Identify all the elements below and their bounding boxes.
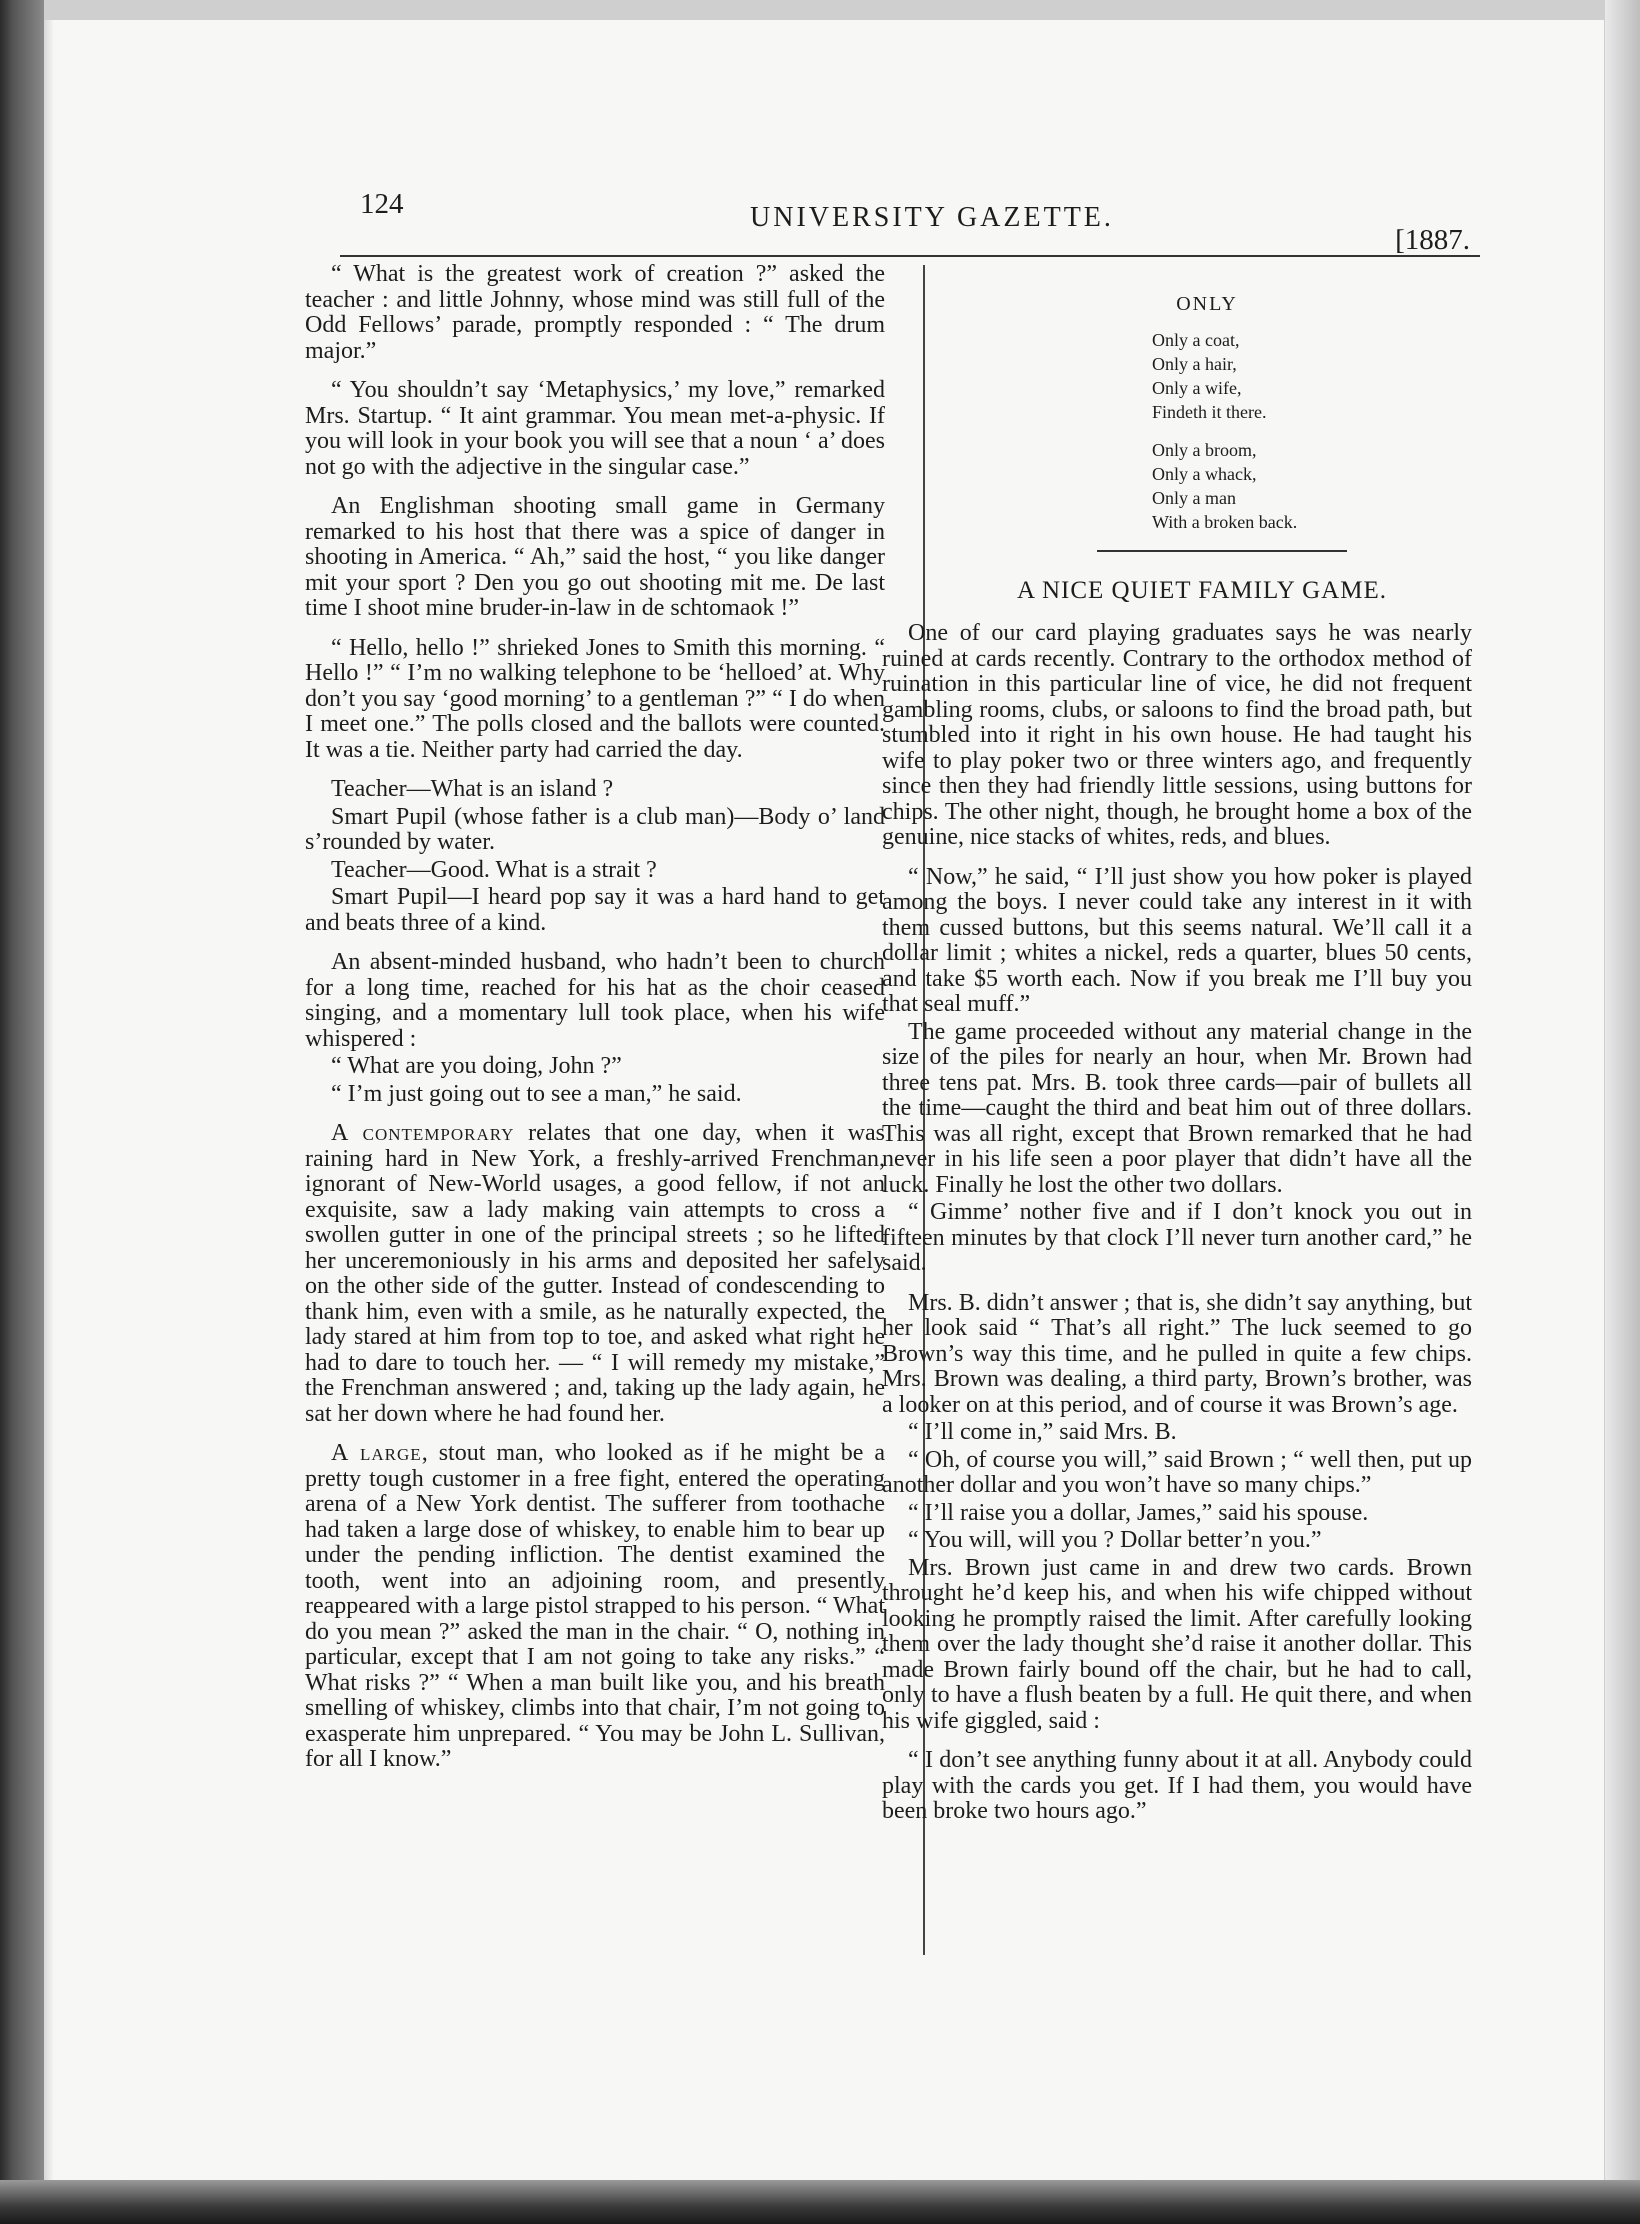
poem-line: Findeth it there. xyxy=(1152,401,1267,422)
dialogue-line: Smart Pupil—I heard pop say it was a hard hand to get and beats three of a kind. xyxy=(305,884,885,936)
paragraph: Mrs. B. didn’t answer ; that is, she didn’t say anything, but her look said “ That’s all right.” The luck seemed to go Brown’s way this time, and he pulled in quite a few chips. Mrs. Brown was dealing, a third party, Brown’s brother, was a looker on at this period, and of course it was Brown’s age. xyxy=(882,1289,1472,1418)
running-header xyxy=(340,182,1480,256)
poem-line: Only a hair, xyxy=(1152,353,1237,374)
lead-in: A large xyxy=(331,1440,422,1466)
dialogue-line: “ What are you doing, John ?” xyxy=(331,1053,622,1079)
poem-line: Only a whack, xyxy=(1152,463,1257,484)
header-year: [1887. xyxy=(1395,224,1470,256)
dialogue-line: Teacher—Good. What is a strait ? xyxy=(331,856,657,883)
header-rule xyxy=(340,255,1480,257)
dialogue-line: “ I’ll raise you a dollar, James,” said his spouse. xyxy=(908,1499,1369,1526)
scan-bottom-edge xyxy=(0,2180,1640,2224)
paragraph: “ I don’t see anything funny about it at all. Anybody could play with the cards you get. If I had them, you would have been broke two hours ago.” xyxy=(882,1747,1472,1824)
dialogue-line: Smart Pupil (whose father is a club man)—Body o’ land s’rounded by water. xyxy=(305,803,885,855)
poem-line: Only a wife, xyxy=(1152,377,1242,398)
poem-stanza xyxy=(1152,438,1472,534)
scan-binding-shadow xyxy=(0,0,44,2224)
poem-title: ONLY xyxy=(1176,293,1238,315)
lead-in: A contemporary xyxy=(331,1120,515,1146)
paragraph: “ You shouldn’t say ‘Metaphysics,’ my love,” remarked Mrs. Startup. “ It aint grammar. You mean met-a-physic. If you will look in your book you will see that a noun ‘ a’ does not go with the adjective in the singular case.” xyxy=(305,377,885,480)
page-fold xyxy=(44,20,54,2180)
paragraph-body: relates that one day, when it was raining hard in New York, a freshly-arrived Frenchman, ignorant of New-World usages, a good fellow, if not an exquisite, saw a lady making vain attempts to cross a swollen gutter in one of the principal streets ; so he lifted her unceremoniously in his arms and deposited her safely on the other side of the gutter. Instead of condescending to thank him, even with a smile, as he naturally expected, the lady stared at him from top to toe, and asked what right he had to dare to touch her. — “ I will remedy my mistake,” the Frenchman answered ; and, taking up the lady again, he sat her down where he had found her. xyxy=(305,1120,885,1427)
paragraph-contemporary xyxy=(305,1121,885,1427)
paragraph: One of our card playing graduates says he was nearly ruined at cards recently. Contrary to the orthodox method of ruination in this particular line of vice, he did not frequent gambling rooms, clubs, or saloons to find the broad path, but stumbled into it right in his own house. He had taught his wife to play poker two or three winters ago, and frequently since then they had friendly little sessions, using buttons for chips. The other night, though, he brought home a box of the genuine, nice stacks of whites, reds, and blues. xyxy=(882,620,1472,850)
article-title: A NICE QUIET FAMILY GAME. xyxy=(1017,576,1387,604)
poem-line: Only a coat, xyxy=(1152,329,1240,350)
page-number: 124 xyxy=(360,188,404,220)
paragraph: An Englishman shooting small game in Germany remarked to his host that there was a spice of danger in shooting in America. “ Ah,” said the host, “ you like danger mit your sport ? Den you go out shooting mit me. De last time I shoot mine bruder-in-law in de schtomaok !” xyxy=(305,493,885,621)
dialogue-line: “ You will, will you ? Dollar better’n you.” xyxy=(908,1527,1322,1553)
paragraph: The game proceeded without any material change in the size of the piles for nearly an hour, when Mr. Brown had three tens pat. Mrs. B. took three cards—pair of bullets all the time—caught the third and beat him out of three dollars. This was all right, except that Brown remarked that he had never in his life seen a poor player that didn’t have all the luck. Finally he lost the other two dollars. xyxy=(882,1018,1472,1198)
dialogue-line: “ I’m just going out to see a man,” he said. xyxy=(331,1080,742,1107)
right-column xyxy=(882,262,1472,1839)
paragraph: “ Gimme’ nother five and if I don’t knock you out in fifteen minutes by that clock I’ll never turn another card,” he said. xyxy=(882,1199,1472,1276)
poem-line: With a broken back. xyxy=(1152,511,1298,532)
paragraph-body: , stout man, who looked as if he might be a pretty tough customer in a free fight, entered the operating arena of a New York dentist. The sufferer from toothache had taken a large dose of whiskey, to enable him to bear up under the pending infliction. The dentist examined the tooth, went into an adjoining room, and presently reappeared with a large pistol strapped to his person. “ What do you mean ?” asked the man in the chair. “ O, nothing in particular, except that I am not going to take any risks.” “ What risks ?” “ When a man built like you, and his breath smelling of whiskey, climbs into that chair, I’m not going to exasperate him unprepared. “ You may be John L. Sullivan, for all I know.” xyxy=(305,1440,886,1772)
dialogue-line: “ I’ll come in,” said Mrs. B. xyxy=(908,1419,1177,1445)
publication-title: UNIVERSITY GAZETTE. xyxy=(750,202,1114,233)
paragraph: Mrs. Brown just came in and drew two cards. Brown throught he’d keep his, and when his wife chipped without looking he promptly raised the limit. After carefully looking them over the lady thought she’d raise it another dollar. This made Brown fairly bound off the chair, but he had to call, only to have a flush beaten by a full. He quit there, and when his wife giggled, said : xyxy=(882,1554,1472,1734)
poem-line: Only a man xyxy=(1152,487,1236,508)
dialogue-line: “ Oh, of course you will,” said Brown ; “ well then, put up another dollar and you won’t have so many chips.” xyxy=(882,1446,1472,1498)
paragraph: An absent-minded husband, who hadn’t been to church for a long time, reached for his hat as the choir ceased singing, and a momentary lull took place, when his wife whispered : xyxy=(305,949,885,1052)
paragraph: “ Now,” he said, “ I’ll just show you how poker is played among the boys. I never could take any interest in it with them cussed buttons, but this seems natural. We’ll call it a dollar limit ; whites a nickel, reds a quarter, blues 50 cents, and take $5 worth each. Now if you break me I’ll buy you that seal muff.” xyxy=(882,863,1472,1017)
left-column xyxy=(305,262,885,1787)
poem-line: Only a broom, xyxy=(1152,439,1257,460)
scan-right-edge xyxy=(1605,0,1640,2224)
paragraph: “ What is the greatest work of creation ?” asked the teacher : and little Johnny, whose mind was still full of the Odd Fellows’ parade, promptly responded : “ The drum major.” xyxy=(305,261,885,364)
poem-stanza xyxy=(1152,328,1472,424)
paragraph: “ Hello, hello !” shrieked Jones to Smith this morning. “ Hello !” “ I’m no walking telephone to be ‘helloed’ at. Why don’t you say ‘good morning’ to a gentleman ?” “ I do when I meet one.” The polls closed and the ballots were counted. It was a tie. Neither party had carried the day. xyxy=(305,634,885,763)
section-rule xyxy=(1097,550,1347,552)
dialogue-line: Teacher—What is an island ? xyxy=(331,776,614,802)
paragraph-dentist xyxy=(305,1441,885,1773)
